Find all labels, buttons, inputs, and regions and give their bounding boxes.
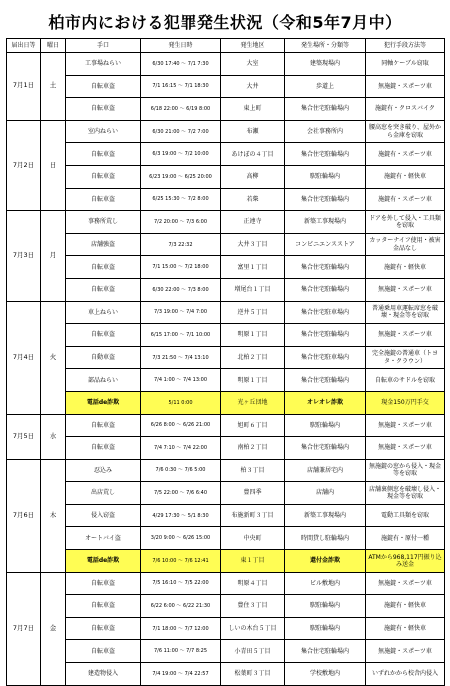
crime-method: 自動車盗: [66, 346, 141, 369]
report-date: 7月2日: [7, 120, 41, 210]
crime-means: 無施錠・スポーツ車: [366, 414, 445, 437]
table-row: [7, 143, 445, 166]
occurrence-place: 駅駐輪場内: [285, 617, 366, 640]
crime-method: 事務所荒し: [66, 211, 141, 234]
occurrence-period: 7/1 16:15 ～ 7/1 18:30: [141, 75, 221, 98]
occurrence-area: 増尾台１丁目: [221, 278, 285, 301]
occurrence-period: 6/30 21:00 ～ 7/2 7:00: [141, 120, 221, 143]
crime-means: 自転車のサドルを窃取: [366, 369, 445, 392]
report-date: 7月6日: [7, 459, 41, 572]
occurrence-area: 松葉町３丁目: [221, 663, 285, 686]
occurrence-area: 光ヶ丘団地: [221, 391, 285, 414]
occurrence-area: 明原１丁目: [221, 369, 285, 392]
crime-means: 施錠有・軽快車: [366, 617, 445, 640]
occurrence-place: 歩道上: [285, 75, 366, 98]
crime-method: 自転車盗: [66, 98, 141, 121]
crime-means: 施錠有・軽快車: [366, 595, 445, 618]
table-row: [7, 482, 445, 505]
occurrence-period: 7/5 16:10 ～ 7/5 22:00: [141, 572, 221, 595]
day-of-week: 月: [41, 211, 66, 301]
occurrence-area: 大井３丁目: [221, 233, 285, 256]
day-of-week: 日: [41, 120, 66, 210]
crime-method: 自転車盗: [66, 437, 141, 460]
table-row: [7, 211, 445, 234]
table-row: [7, 663, 445, 686]
crime-means: 店舗裏側窓を破壊し侵入・現金等を窃取: [366, 482, 445, 505]
occurrence-period: 6/18 22:00 ～ 6/19 8:00: [141, 98, 221, 121]
table-row: [7, 640, 445, 663]
occurrence-place: 時間貸し駐輪場内: [285, 527, 366, 550]
table-row: [7, 53, 445, 76]
occurrence-area: 大井: [221, 75, 285, 98]
crime-means: 現金150万円手交: [366, 391, 445, 414]
occurrence-place: 集合住宅駐車場内: [285, 301, 366, 324]
crime-method: 自転車盗: [66, 256, 141, 279]
table-row: [7, 414, 445, 437]
crime-method: オートバイ盗: [66, 527, 141, 550]
occurrence-area: 小青田５丁目: [221, 640, 285, 663]
occurrence-area: あけぼの４丁目: [221, 143, 285, 166]
occurrence-area: 豊住３丁目: [221, 595, 285, 618]
report-date: 7月5日: [7, 414, 41, 459]
crime-means: 無施錠・スポーツ車: [366, 324, 445, 347]
crime-method: 自転車盗: [66, 165, 141, 188]
table-row: [7, 324, 445, 347]
occurrence-place: オレオレ詐欺: [285, 391, 366, 414]
occurrence-place: 建築現場内: [285, 53, 366, 76]
occurrence-place: 集合住宅駐輪場内: [285, 188, 366, 211]
crime-means: 施錠有・クロスバイク: [366, 98, 445, 121]
occurrence-period: 4/29 17:30 ～ 5/1 8:30: [141, 504, 221, 527]
occurrence-place: 集合住宅駐輪場内: [285, 256, 366, 279]
occurrence-area: 旭町６丁目: [221, 414, 285, 437]
occurrence-period: 6/25 15:30 ～ 7/2 8:00: [141, 188, 221, 211]
occurrence-area: しいの木台５丁目: [221, 617, 285, 640]
occurrence-period: 6/26 8:00 ～ 6/26 21:00: [141, 414, 221, 437]
occurrence-period: 7/4 7:10 ～ 7/4 22:00: [141, 437, 221, 460]
crime-means: 無施錠・スポーツ車: [366, 572, 445, 595]
occurrence-area: 若柴: [221, 188, 285, 211]
crime-method: 自転車盗: [66, 143, 141, 166]
occurrence-place: 店舗兼居宅内: [285, 459, 366, 482]
occurrence-period: 6/22 6:00 ～ 6/22 21:30: [141, 595, 221, 618]
occurrence-place: 集合住宅駐輪場内: [285, 369, 366, 392]
occurrence-period: 3/20 9:00 ～ 6/26 15:00: [141, 527, 221, 550]
crime-table: [6, 38, 445, 686]
crime-method: 自転車盗: [66, 617, 141, 640]
crime-method: 忍込み: [66, 459, 141, 482]
day-of-week: 土: [41, 53, 66, 121]
occurrence-place: 還付金詐欺: [285, 550, 366, 573]
occurrence-period: 7/6 10:00 ～ 7/6 12:41: [141, 550, 221, 573]
occurrence-place: 集合住宅駐輪場内: [285, 98, 366, 121]
crime-method: 電話de詐欺: [66, 391, 141, 414]
occurrence-area: 明原４丁目: [221, 572, 285, 595]
occurrence-area: 南柏２丁目: [221, 437, 285, 460]
page-title: 柏市内における犯罪発生状況（令和5年7月中）: [48, 13, 402, 32]
occurrence-place: 集合住宅駐輪場内: [285, 640, 366, 663]
occurrence-place: 駅駐輪場内: [285, 414, 366, 437]
occurrence-place: ビル敷地内: [285, 572, 366, 595]
table-row: [7, 233, 445, 256]
table-row: [7, 98, 445, 121]
report-date: 7月7日: [7, 572, 41, 685]
occurrence-place: 学校敷地内: [285, 663, 366, 686]
table-row: [7, 459, 445, 482]
header-means: 犯行手段方法等: [366, 39, 445, 53]
table-row: [7, 369, 445, 392]
occurrence-area: 大室: [221, 53, 285, 76]
crime-means: カッターナイフ使用・被害金品なし: [366, 233, 445, 256]
crime-means: 完全施錠の普通車（トヨタ・クラウン）: [366, 346, 445, 369]
occurrence-place: 駅駐輪場内: [285, 165, 366, 188]
crime-method: 工事場ねらい: [66, 53, 141, 76]
table-row: [7, 120, 445, 143]
report-date: 7月4日: [7, 301, 41, 414]
crime-means: 電動工具類を窃取: [366, 504, 445, 527]
table-header: [7, 39, 445, 53]
crime-means: ATMから968,117円振り込み送金: [366, 550, 445, 573]
crime-method: 自転車盗: [66, 278, 141, 301]
occurrence-area: 柏３丁目: [221, 459, 285, 482]
occurrence-place: 集合住宅駐輪場内: [285, 278, 366, 301]
report-date: 7月1日: [7, 53, 41, 121]
crime-method: 電話de詐欺: [66, 550, 141, 573]
crime-method: 出店荒し: [66, 482, 141, 505]
occurrence-period: 7/1 15:00 ～ 7/2 18:00: [141, 256, 221, 279]
occurrence-place: 新築工事現場内: [285, 211, 366, 234]
header-place: 発生場所・分類等: [285, 39, 366, 53]
crime-method: 自転車盗: [66, 595, 141, 618]
occurrence-period: 5/11 0:00: [141, 391, 221, 414]
occurrence-period: 7/2 20:00 ～ 7/3 6:00: [141, 211, 221, 234]
occurrence-place: コンビニエンスストア: [285, 233, 366, 256]
occurrence-period: 7/6 11:00 ～ 7/7 8:25: [141, 640, 221, 663]
day-of-week: 水: [41, 414, 66, 459]
crime-means: 無施錠・スポーツ車: [366, 75, 445, 98]
crime-means: 無施錠の窓から侵入・現金等を窃取: [366, 459, 445, 482]
crime-means: 無施錠・スポーツ車: [366, 437, 445, 460]
table-row: [7, 504, 445, 527]
occurrence-period: 6/15 17:00 ～ 7/1 10:00: [141, 324, 221, 347]
crime-method: 自転車盗: [66, 75, 141, 98]
occurrence-area: 布瀬: [221, 120, 285, 143]
table-row: [7, 75, 445, 98]
occurrence-period: 6/30 17:40 ～ 7/1 7:30: [141, 53, 221, 76]
occurrence-period: 7/4 19:00 ～ 7/4 22:57: [141, 663, 221, 686]
crime-means: いずれかから校舎内侵入: [366, 663, 445, 686]
table-row: [7, 617, 445, 640]
crime-means: 施錠有・スポーツ車: [366, 188, 445, 211]
table-row: [7, 301, 445, 324]
crime-means: 普通乗用車運転席窓を破壊・現金等を窃取: [366, 301, 445, 324]
header-date: 届出日等: [7, 39, 41, 53]
occurrence-period: 7/4 1:00 ～ 7/4 13:00: [141, 369, 221, 392]
crime-method: 自転車盗: [66, 414, 141, 437]
occurrence-area: 布施新町３丁目: [221, 504, 285, 527]
crime-means: 無施錠・スポーツ車: [366, 640, 445, 663]
occurrence-area: 豊四季: [221, 482, 285, 505]
day-of-week: 木: [41, 459, 66, 572]
occurrence-period: 7/3 19:00 ～ 7/4 7:00: [141, 301, 221, 324]
occurrence-area: 東１丁目: [221, 550, 285, 573]
table-row: [7, 346, 445, 369]
crime-method: 侵入窃盗: [66, 504, 141, 527]
occurrence-place: 集合住宅駐輪場内: [285, 324, 366, 347]
occurrence-period: 6/23 19:00 ～ 6/25 20:00: [141, 165, 221, 188]
day-of-week: 火: [41, 301, 66, 414]
crime-means: 同軸ケーブル窃取: [366, 53, 445, 76]
report-date: 7月3日: [7, 211, 41, 301]
table-body: [7, 53, 445, 686]
table-row: [7, 527, 445, 550]
occurrence-period: 7/1 18:00 ～ 7/7 12:00: [141, 617, 221, 640]
occurrence-place: 駅駐輪場内: [285, 595, 366, 618]
crime-method: 部品ねらい: [66, 369, 141, 392]
occurrence-area: 明原１丁目: [221, 324, 285, 347]
header-row: [7, 39, 445, 53]
day-of-week: 金: [41, 572, 66, 685]
header-area: 発生地区: [221, 39, 285, 53]
crime-method: 自転車盗: [66, 188, 141, 211]
header-dow: 曜日: [41, 39, 66, 53]
crime-method: 自転車盗: [66, 640, 141, 663]
crime-means: 施錠有・軽快車: [366, 165, 445, 188]
table-row: [7, 278, 445, 301]
table-row: [7, 437, 445, 460]
crime-method: 室内ねらい: [66, 120, 141, 143]
crime-means: 施錠有・スポーツ車: [366, 143, 445, 166]
occurrence-period: 7/3 22:32: [141, 233, 221, 256]
crime-method: 店舗強盗: [66, 233, 141, 256]
crime-means: 施錠有・原付一種: [366, 527, 445, 550]
occurrence-area: 東上町: [221, 98, 285, 121]
table-row-highlight: [7, 550, 445, 573]
occurrence-period: 6/3 19:00 ～ 7/2 10:00: [141, 143, 221, 166]
occurrence-place: 集合住宅駐車場内: [285, 346, 366, 369]
header-method: 手口: [66, 39, 141, 53]
occurrence-area: 正連寺: [221, 211, 285, 234]
crime-means: 無施錠・スポーツ車: [366, 278, 445, 301]
crime-method: 車上ねらい: [66, 301, 141, 324]
table-row-highlight: [7, 391, 445, 414]
occurrence-period: 7/5 22:00 ～ 7/6 6:40: [141, 482, 221, 505]
table-row: [7, 188, 445, 211]
crime-method: 自転車盗: [66, 324, 141, 347]
crime-means: ドアを外して侵入・工具類を窃取: [366, 211, 445, 234]
table-row: [7, 165, 445, 188]
occurrence-place: 会社事務所内: [285, 120, 366, 143]
occurrence-period: 6/30 22:00 ～ 7/3 8:00: [141, 278, 221, 301]
occurrence-area: 北柏２丁目: [221, 346, 285, 369]
occurrence-area: 中央町: [221, 527, 285, 550]
table-row: [7, 256, 445, 279]
header-period: 発生日時: [141, 39, 221, 53]
occurrence-place: 新築工事現場内: [285, 504, 366, 527]
crime-means: 施錠有・軽快車: [366, 256, 445, 279]
crime-means: 腰高窓を突き破り、屋外から金庫を窃取: [366, 120, 445, 143]
table-row: [7, 595, 445, 618]
occurrence-area: 逆井５丁目: [221, 301, 285, 324]
occurrence-area: 富里１丁目: [221, 256, 285, 279]
occurrence-area: 高柳: [221, 165, 285, 188]
crime-method: 建造物侵入: [66, 663, 141, 686]
occurrence-period: 7/6 0:30 ～ 7/6 5:00: [141, 459, 221, 482]
occurrence-place: 集合住宅駐輪場内: [285, 143, 366, 166]
table-row: [7, 572, 445, 595]
crime-method: 自転車盗: [66, 572, 141, 595]
occurrence-place: 店舗内: [285, 482, 366, 505]
occurrence-place: 集合住宅駐輪場内: [285, 437, 366, 460]
occurrence-period: 7/3 21:50 ～ 7/4 13:10: [141, 346, 221, 369]
